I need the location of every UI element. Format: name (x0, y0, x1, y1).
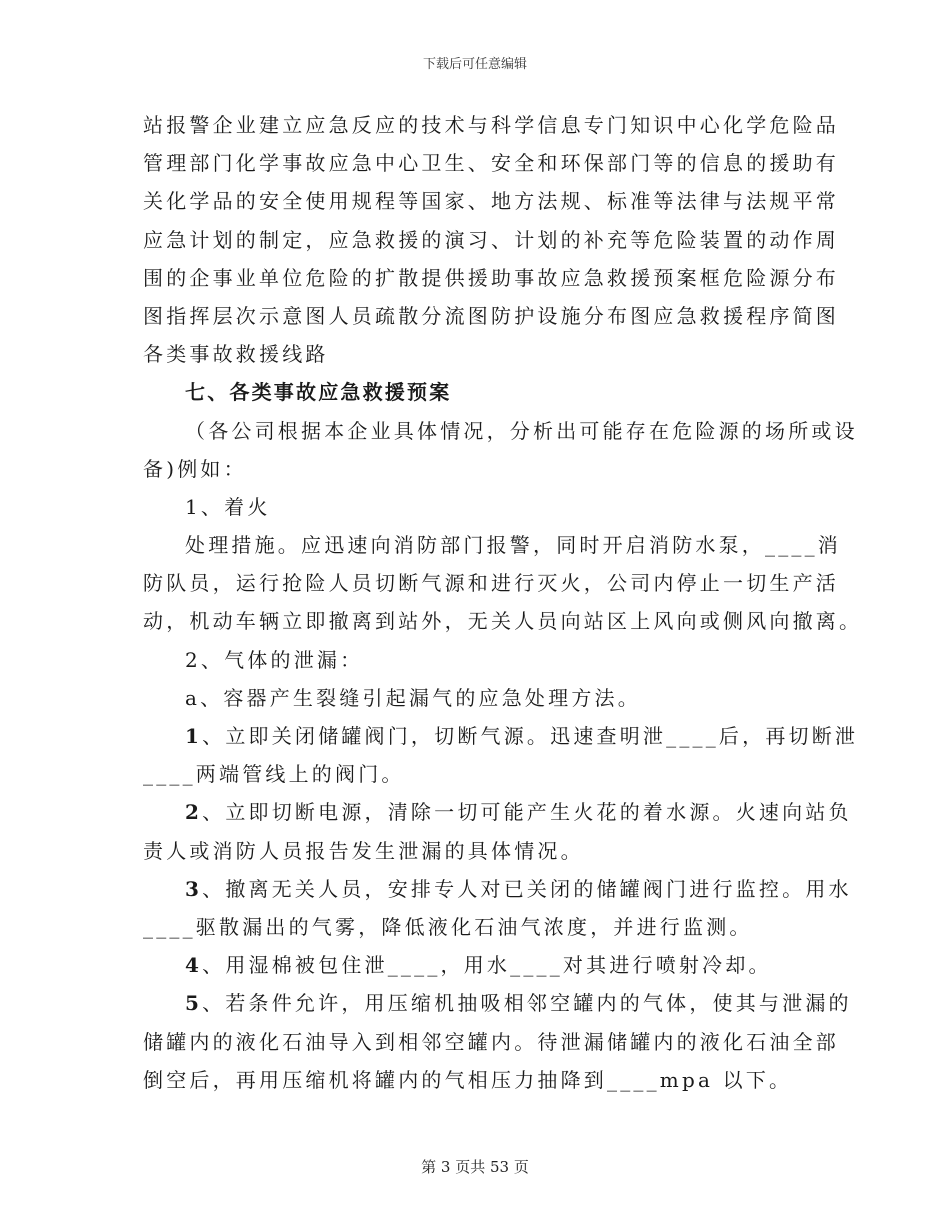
step-1-line: ____两端管线上的阀门。 (143, 762, 405, 787)
section-heading: 七、各类事故应急救援预案 (185, 380, 452, 405)
leak-subtitle: a、容器产生裂缝引起漏气的应急处理方法。 (185, 685, 641, 710)
paragraph-line: 关化学品的安全使用规程等国家、地方法规、标准等法律与法规平常 (143, 189, 839, 214)
step-5-line (143, 984, 852, 1022)
paragraph-line: 管理部门化学事故应急中心卫生、安全和环保部门等的信息的援助有 (143, 151, 839, 176)
step-4-line (143, 946, 811, 984)
page-number: 第 3 页共 53 页 (421, 1158, 529, 1176)
intro-line: （各公司根据本企业具体情况，分析出可能存在危险源的场所或设 (185, 418, 858, 443)
step-3-line (143, 870, 852, 908)
fire-text-line: 处理措施。应迅速向消防部门报警，同时开启消防水泵，____消 (185, 533, 841, 558)
step-text: 、若条件允许，用压缩机抽吸相邻空罐内的气体，使其与泄漏的 (202, 991, 852, 1016)
body-content (143, 106, 863, 1099)
step-3-line: ____驱散漏出的气雾，降低液化石油气浓度，并进行监测。 (143, 914, 753, 939)
header-note: 下载后可任意编辑 (422, 57, 527, 72)
paragraph-line: 围的企事业单位危险的扩散提供援助事故应急救援预案框危险源分布 (143, 265, 839, 290)
step-5-line: 倒空后，再用压缩机将罐内的气相压力抽降到____mpa 以下。 (143, 1067, 793, 1092)
paragraph-line: 图指挥层次示意图人员疏散分流图防护设施分布图应急救援程序简图 (143, 303, 839, 328)
paragraph-line: 站报警企业建立应急反应的技术与科学信息专门知识中心化学危险品 (143, 113, 839, 137)
step-text: 、撤离无关人员，安排专人对已关闭的储罐阀门进行监控。用水 (202, 876, 852, 901)
step-text: 、立即关闭储罐阀门，切断气源。迅速查明泄____后，再切断泄 (202, 724, 859, 748)
step-number: 4 (185, 953, 203, 978)
step-2-line (143, 793, 852, 831)
paragraph-line: 应急计划的制定，应急救援的演习、计划的补充等危险装置的动作周 (143, 227, 839, 252)
step-text: 、立即切断电源，清除一切可能产生火花的着水源。火速向站负 (202, 800, 852, 825)
paragraph-line: 各类事故救援线路 (143, 342, 329, 367)
step-number: 2 (185, 800, 203, 825)
step-number: 3 (185, 876, 203, 901)
step-1-line (143, 717, 859, 755)
intro-line: 备)例如： (143, 456, 247, 481)
step-2-line: 责人或消防人员报告发生泄漏的具体情况。 (143, 838, 584, 863)
fire-title: 1、着火 (185, 494, 271, 519)
step-5-line: 储罐内的液化石油导入到相邻空罐内。待泄漏储罐内的液化石油全部 (143, 1029, 839, 1054)
step-text: 、用湿棉被包住泄____，用水____对其进行喷射冷却。 (202, 953, 772, 978)
fire-text-line: 动，机动车辆立即撤离到站外，无关人员向站区上风向或侧风向撤离。 (143, 609, 863, 634)
step-number: 5 (185, 991, 203, 1016)
leak-title: 2、气体的泄漏： (185, 647, 364, 672)
fire-text-line: 防队员，运行抢险人员切断气源和进行灭火，公司内停止一切生产活 (143, 571, 839, 596)
step-number: 1 (185, 724, 203, 748)
